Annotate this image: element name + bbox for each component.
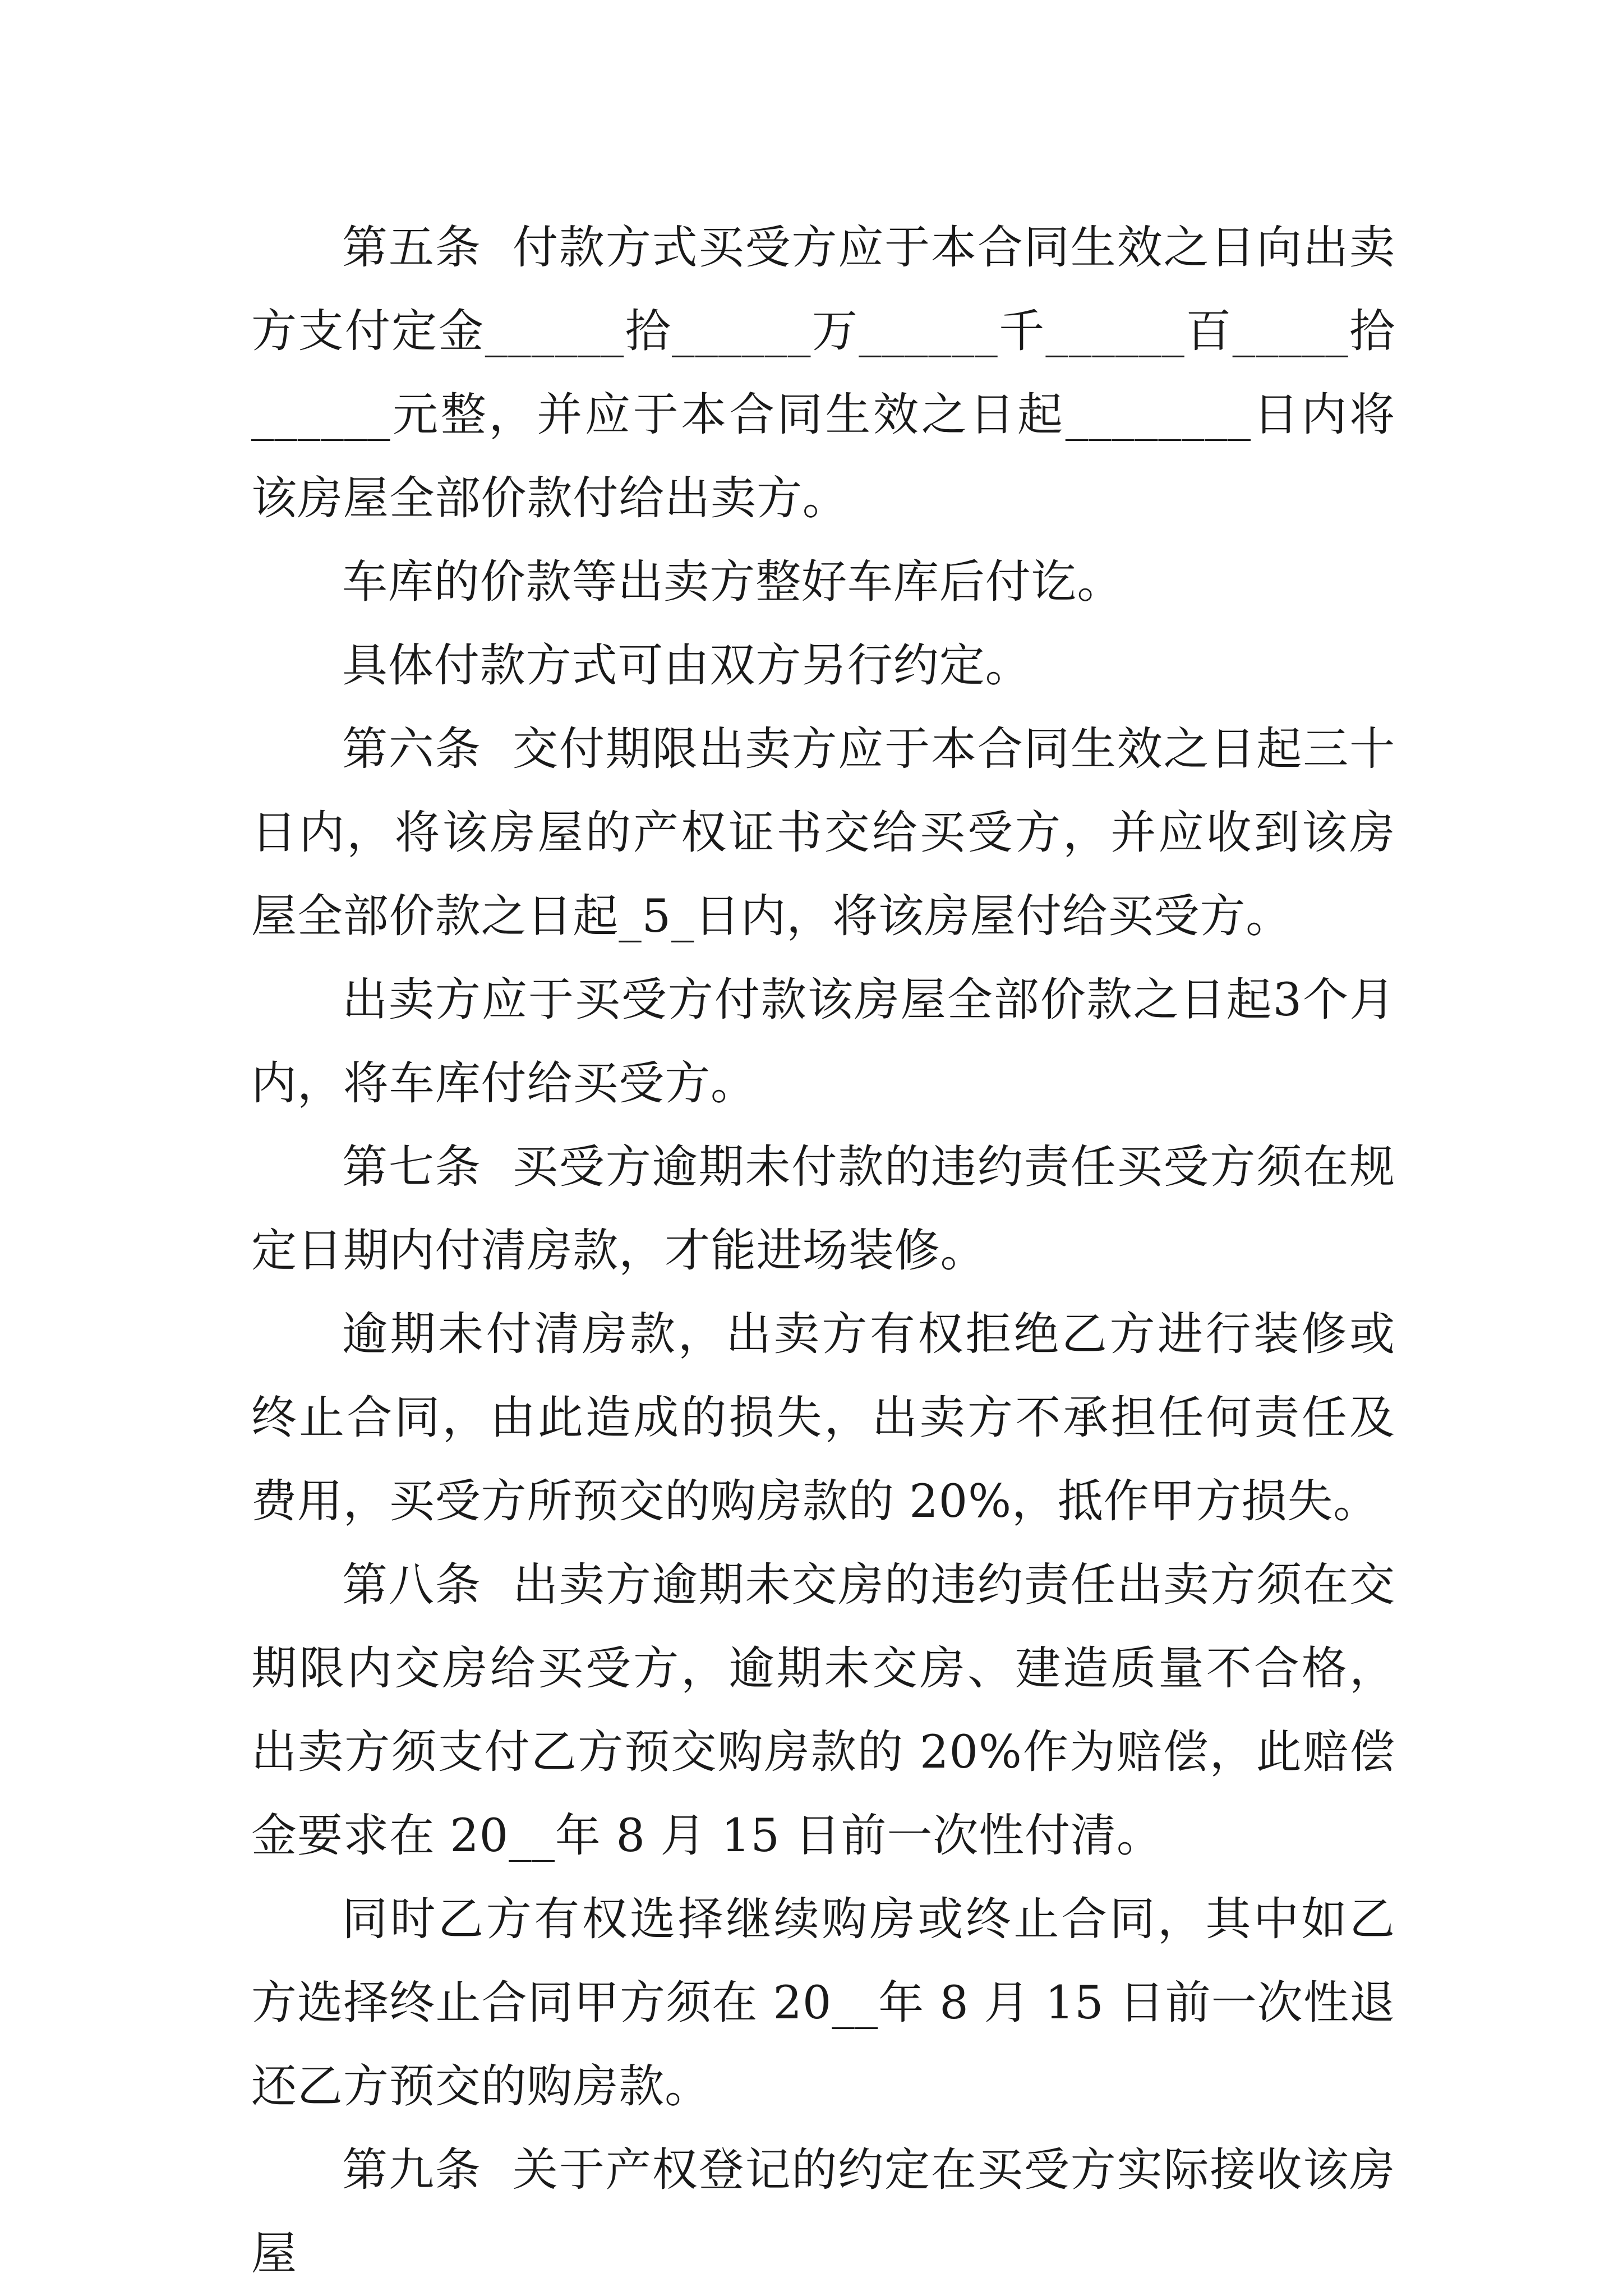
- paragraph-article-7: 第七条 买受方逾期未付款的违约责任买受方须在规定日期内付清房款，才能进场装修。: [251, 1141, 1395, 1277]
- paragraph-termination-option: 同时乙方有权选择继续购房或终止合同，其中如乙方选择终止合同甲方须在 20__年 8 月 15 日前一次性退还乙方预交的购房款。: [251, 1893, 1395, 2113]
- paragraph-garage-payment: 车库的价款等出卖方整好车库后付讫。: [342, 556, 1123, 609]
- paragraph-garage-delivery: 出卖方应于买受方付款该房屋全部价款之日起3个月内，将车库付给买受方。: [251, 974, 1395, 1110]
- paragraph-overdue-payment: 逾期未付清房款，出卖方有权拒绝乙方进行装修或终止合同，由此造成的损失，出卖方不承担任何责任及费用，买受方所预交的购房款的 20%，抵作甲方损失。: [251, 1308, 1395, 1528]
- document-body: [251, 206, 1395, 2296]
- paragraph-article-6: 第六条 交付期限出卖方应于本合同生效之日起三十日内，将该房屋的产权证书交给买受方，并应收到该房屋全部价款之日起_5_日内，将该房屋付给买受方。: [251, 723, 1395, 943]
- paragraph-article-9: 第九条 关于产权登记的约定在买受方实际接收该房屋: [251, 2144, 1395, 2280]
- paragraph-payment-method: 具体付款方式可由双方另行约定。: [342, 639, 1031, 692]
- paragraph-article-8: 第八条 出卖方逾期未交房的违约责任出卖方须在交期限内交房给买受方，逾期未交房、建造质量不合格，出卖方须支付乙方预交购房款的 20%作为赔偿，此赔偿金要求在 20__年 8 月 15 日前一次性付清。: [251, 1559, 1395, 1862]
- paragraph-article-5: 第五条 付款方式买受方应于本合同生效之日向出卖方支付定金______拾______万______千______百_____拾______元整，并应于本合同生效之日起________日内将该房屋全部价款付给出卖方。: [251, 222, 1395, 525]
